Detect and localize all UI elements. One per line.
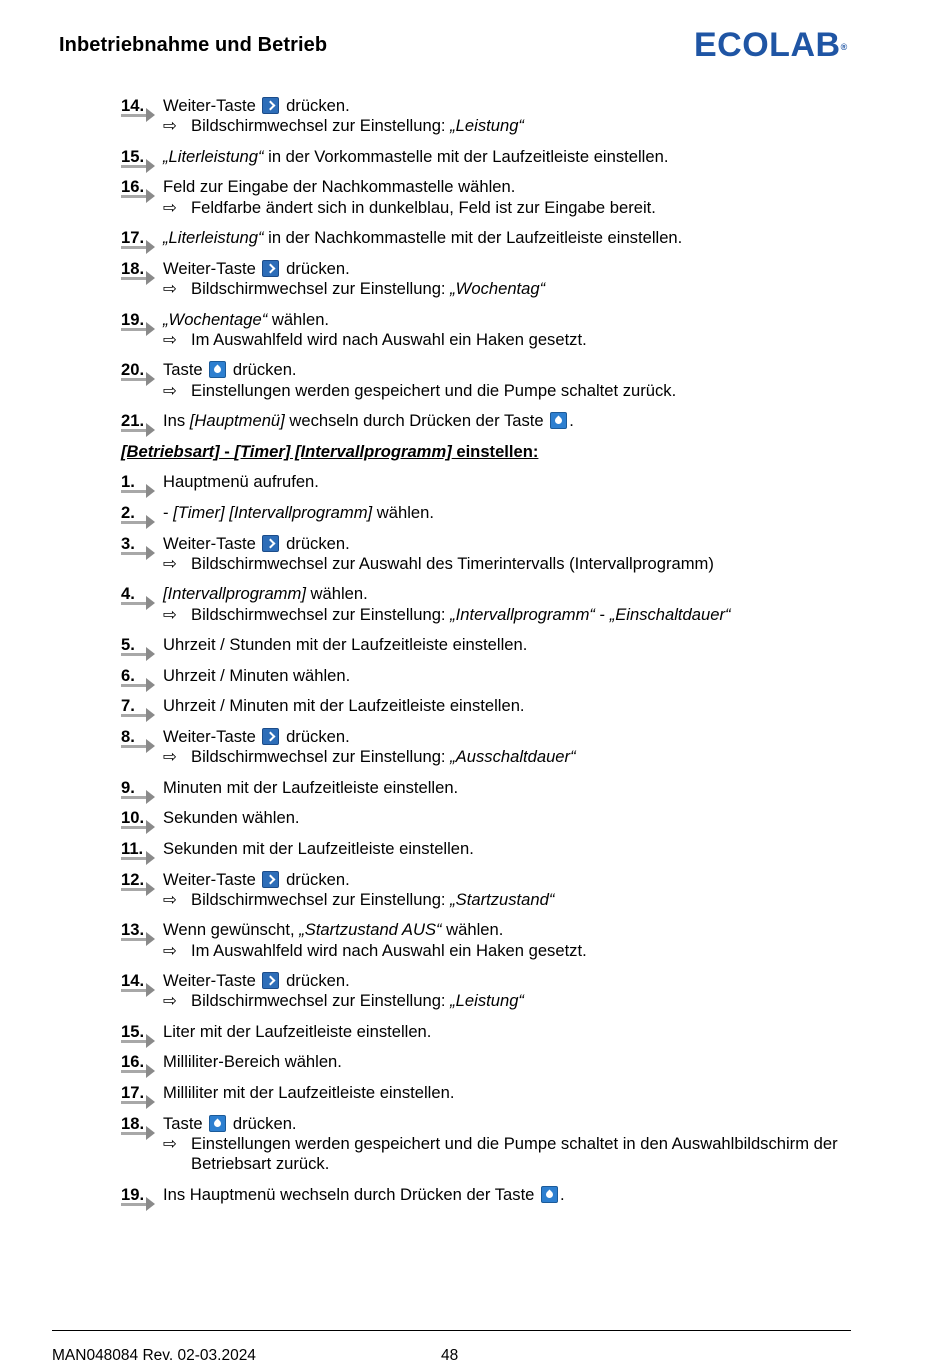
step-instruction <box>163 534 861 554</box>
step-number <box>121 696 157 718</box>
step-instruction <box>163 1083 861 1103</box>
text-run: Weiter-Taste <box>163 533 261 553</box>
instruction-step <box>121 1052 861 1072</box>
footer-document-id: MAN048084 Rev. 02-03.2024 <box>52 1347 256 1364</box>
step-instruction <box>163 96 861 116</box>
step-result <box>163 554 861 574</box>
step-result <box>163 279 861 299</box>
step-number-text: 11. <box>121 838 144 858</box>
text-run: Hauptmenü aufrufen. <box>163 472 319 492</box>
step-number <box>121 1114 157 1136</box>
instruction-step <box>121 411 861 431</box>
step-number <box>121 1022 157 1044</box>
italic-term: „Literleistung“ <box>163 146 264 166</box>
step-number-text: 17. <box>121 228 145 248</box>
step-instruction <box>163 584 861 604</box>
instruction-list-1 <box>121 96 861 431</box>
text-run: wählen. <box>305 584 368 604</box>
step-number-text: 9. <box>121 777 135 797</box>
instruction-step <box>121 472 861 492</box>
step-instruction <box>163 666 861 686</box>
step-number <box>121 971 157 993</box>
text-run: Ins Hauptmenü wechseln durch Drücken der Taste <box>163 1184 540 1204</box>
logo-text: ECOLAB <box>694 26 841 64</box>
step-number <box>121 808 157 830</box>
step-number-text: 14. <box>121 96 145 115</box>
text-run: drücken. <box>281 258 350 278</box>
step-instruction <box>163 1114 861 1134</box>
instruction-step <box>121 310 861 350</box>
text-run: in der Vorkommastelle mit der Laufzeitleiste einstellen. <box>263 146 669 166</box>
instruction-step <box>121 839 861 859</box>
step-number-text: 15. <box>121 146 145 166</box>
instruction-step <box>121 1114 861 1175</box>
drop-key-icon <box>550 412 567 429</box>
step-number <box>121 177 157 199</box>
step-instruction <box>163 1185 861 1205</box>
text-run: . <box>560 1184 565 1204</box>
result-arrow-icon: ⇨ <box>163 380 177 400</box>
step-instruction <box>163 177 861 197</box>
step-number-text: 18. <box>121 1113 145 1133</box>
instruction-step <box>121 228 861 248</box>
text-run: Einstellungen werden gespeichert und die Pumpe schaltet zurück. <box>191 380 677 400</box>
step-instruction <box>163 147 861 167</box>
text-run: Taste <box>163 360 208 380</box>
step-number-text: 20. <box>121 360 145 380</box>
text-run: wählen. <box>267 309 330 329</box>
text-run: - <box>163 502 174 522</box>
step-number-text: 16. <box>121 177 145 197</box>
text-run: Weiter-Taste <box>163 726 261 746</box>
step-number <box>121 870 157 892</box>
step-number-text: 16. <box>121 1052 145 1072</box>
step-result <box>163 941 861 961</box>
instruction-step <box>121 1022 861 1042</box>
italic-term: „Wochentag“ <box>450 278 546 298</box>
text-run: Sekunden wählen. <box>163 808 300 828</box>
text-run: Bildschirmwechsel zur Einstellung: <box>191 747 451 767</box>
text-run: Uhrzeit / Stunden mit der Laufzeitleiste einstellen. <box>163 635 528 655</box>
step-number <box>121 1083 157 1105</box>
italic-term: „Intervallprogramm“ <box>450 604 595 624</box>
result-arrow-icon: ⇨ <box>163 197 177 217</box>
italic-term: „Startzustand AUS“ <box>299 920 442 940</box>
instruction-list-2 <box>121 472 861 1205</box>
next-key-icon <box>262 535 279 552</box>
step-number-text: 17. <box>121 1083 145 1103</box>
step-number <box>121 839 157 861</box>
text-run: Feldfarbe ändert sich in dunkelblau, Feld ist zur Eingabe bereit. <box>191 197 656 217</box>
step-number-text: 8. <box>121 726 135 746</box>
step-number <box>121 1185 157 1207</box>
instruction-step <box>121 971 861 1011</box>
step-result <box>163 116 861 136</box>
instruction-step <box>121 177 861 217</box>
step-instruction <box>163 870 861 890</box>
text-run: Im Auswahlfeld wird nach Auswahl ein Haken gesetzt. <box>191 329 587 349</box>
text-run: Weiter-Taste <box>163 258 261 278</box>
step-number-text: 6. <box>121 665 135 685</box>
ecolab-logo <box>694 28 848 62</box>
logo-registered-mark: ® <box>840 42 848 52</box>
text-run: wählen. <box>372 502 434 522</box>
result-arrow-icon: ⇨ <box>163 1133 177 1153</box>
step-number <box>121 503 157 525</box>
step-number-text: 19. <box>121 1184 145 1204</box>
text-run: Milliliter mit der Laufzeitleiste einstellen. <box>163 1083 455 1103</box>
step-result <box>163 605 861 625</box>
step-number <box>121 1052 157 1074</box>
section-heading <box>121 442 861 462</box>
text-run: drücken. <box>281 726 350 746</box>
text-run: Milliliter-Bereich wählen. <box>163 1052 342 1072</box>
italic-term: [Betriebsart] <box>121 441 220 461</box>
step-number-text: 5. <box>121 635 135 655</box>
step-number <box>121 310 157 332</box>
step-instruction <box>163 259 861 279</box>
step-instruction <box>163 1022 861 1042</box>
text-run: Bildschirmwechsel zur Einstellung: <box>191 116 451 136</box>
step-result <box>163 1134 861 1174</box>
instruction-step <box>121 96 861 136</box>
instruction-step <box>121 503 861 523</box>
text-run: Bildschirmwechsel zur Einstellung: <box>191 889 451 909</box>
instruction-step <box>121 920 861 960</box>
step-result <box>163 198 861 218</box>
footer-page-number: 48 <box>441 1347 459 1364</box>
step-number <box>121 472 157 494</box>
drop-key-icon <box>209 361 226 378</box>
instruction-step <box>121 870 861 910</box>
step-instruction <box>163 808 861 828</box>
step-number-text: 13. <box>121 920 145 940</box>
result-arrow-icon: ⇨ <box>163 553 177 573</box>
instruction-step <box>121 666 861 686</box>
step-result <box>163 991 861 1011</box>
step-number <box>121 666 157 688</box>
next-key-icon <box>262 97 279 114</box>
text-run: Bildschirmwechsel zur Auswahl des Timerintervalls (Intervallprogramm) <box>191 553 714 573</box>
step-number <box>121 411 157 433</box>
step-number-text: 15. <box>121 1021 145 1041</box>
drop-key-icon <box>209 1115 226 1132</box>
italic-term: [Timer] [Intervallprogramm] <box>234 441 452 461</box>
italic-term: „Ausschaltdauer“ <box>450 747 576 767</box>
result-arrow-icon: ⇨ <box>163 116 177 136</box>
text-run: Bildschirmwechsel zur Einstellung: <box>191 604 451 624</box>
text-run: Weiter-Taste <box>163 869 261 889</box>
text-run: Bildschirmwechsel zur Einstellung: <box>191 991 451 1011</box>
text-run: drücken. <box>228 360 297 380</box>
step-number-text: 2. <box>121 502 135 522</box>
step-instruction <box>163 503 861 523</box>
italic-term: „Leistung“ <box>450 991 524 1011</box>
step-number <box>121 727 157 749</box>
step-number <box>121 635 157 657</box>
text-run: Weiter-Taste <box>163 971 261 991</box>
step-number-text: 7. <box>121 696 135 716</box>
instruction-step <box>121 696 861 716</box>
result-arrow-icon: ⇨ <box>163 991 177 1011</box>
instruction-step <box>121 1185 861 1205</box>
text-run: . <box>569 411 574 431</box>
text-run: Sekunden mit der Laufzeitleiste einstellen. <box>163 838 474 858</box>
text-run: Liter mit der Laufzeitleiste einstellen. <box>163 1021 432 1041</box>
next-key-icon <box>262 972 279 989</box>
instruction-step <box>121 360 861 400</box>
instruction-step <box>121 584 861 624</box>
text-run: Minuten mit der Laufzeitleiste einstellen. <box>163 777 459 797</box>
step-instruction <box>163 971 861 991</box>
italic-term: [Intervallprogramm] <box>163 584 306 604</box>
step-number <box>121 584 157 606</box>
step-instruction <box>163 727 861 747</box>
step-number <box>121 534 157 556</box>
step-number-text: 14. <box>121 971 145 991</box>
step-number <box>121 259 157 281</box>
step-instruction <box>163 920 861 940</box>
text-run: - <box>594 604 610 624</box>
text-run: drücken. <box>228 1113 297 1133</box>
result-arrow-icon: ⇨ <box>163 747 177 767</box>
text-run: Bildschirmwechsel zur Einstellung: <box>191 278 451 298</box>
italic-term: „Literleistung“ <box>163 228 264 248</box>
instruction-content <box>121 96 861 1215</box>
step-instruction <box>163 310 861 330</box>
step-number-text: 18. <box>121 258 145 278</box>
step-instruction <box>163 360 861 380</box>
step-instruction <box>163 472 861 492</box>
step-result <box>163 747 861 767</box>
text-run: Taste <box>163 1113 208 1133</box>
step-number-text: 4. <box>121 584 135 604</box>
result-arrow-icon: ⇨ <box>163 329 177 349</box>
text-run: Ins <box>163 411 190 431</box>
text-run: Uhrzeit / Minuten wählen. <box>163 665 351 685</box>
text-run: einstellen: <box>451 441 539 461</box>
page-header-title: Inbetriebnahme und Betrieb <box>59 34 328 56</box>
step-result <box>163 381 861 401</box>
instruction-step <box>121 1083 861 1103</box>
step-instruction <box>163 228 861 248</box>
step-number <box>121 228 157 250</box>
step-number-text: 21. <box>121 411 145 431</box>
step-number <box>121 147 157 169</box>
next-key-icon <box>262 728 279 745</box>
italic-term: „Wochentage“ <box>163 309 268 329</box>
instruction-step <box>121 727 861 767</box>
step-instruction <box>163 778 861 798</box>
result-arrow-icon: ⇨ <box>163 940 177 960</box>
italic-term: [Hauptmenü] <box>189 411 285 431</box>
step-instruction <box>163 1052 861 1072</box>
step-number <box>121 360 157 382</box>
step-instruction <box>163 411 861 431</box>
result-arrow-icon: ⇨ <box>163 278 177 298</box>
footer-divider <box>52 1330 851 1331</box>
text-run: Im Auswahlfeld wird nach Auswahl ein Haken gesetzt. <box>191 940 587 960</box>
text-run: drücken. <box>281 96 350 115</box>
instruction-step <box>121 259 861 299</box>
step-number-text: 19. <box>121 309 145 329</box>
step-result <box>163 330 861 350</box>
step-number <box>121 778 157 800</box>
instruction-step <box>121 147 861 167</box>
step-instruction <box>163 635 861 655</box>
step-number-text: 3. <box>121 533 135 553</box>
step-instruction <box>163 696 861 716</box>
italic-term: „Einschaltdauer“ <box>609 604 731 624</box>
text-run: Wenn gewünscht, <box>163 920 300 940</box>
instruction-step <box>121 778 861 798</box>
text-run: Uhrzeit / Minuten mit der Laufzeitleiste einstellen. <box>163 696 525 716</box>
text-run: drücken. <box>281 533 350 553</box>
instruction-step <box>121 635 861 655</box>
italic-term: „Leistung“ <box>450 116 524 136</box>
text-run: wechseln durch Drücken der Taste <box>284 411 549 431</box>
drop-key-icon <box>541 1186 558 1203</box>
step-number <box>121 920 157 942</box>
text-run: Einstellungen werden gespeichert und die Pumpe schaltet in den Auswahlbildschirm der Betriebsart zurück. <box>191 1133 838 1174</box>
next-key-icon <box>262 260 279 277</box>
instruction-step <box>121 534 861 574</box>
text-run: in der Nachkommastelle mit der Laufzeitleiste einstellen. <box>263 228 683 248</box>
italic-term: [Timer] [Intervallprogramm] <box>173 502 373 522</box>
step-number <box>121 96 157 118</box>
result-arrow-icon: ⇨ <box>163 889 177 909</box>
instruction-step <box>121 808 861 828</box>
italic-term: „Startzustand“ <box>450 889 555 909</box>
step-instruction <box>163 839 861 859</box>
text-run: Weiter-Taste <box>163 96 261 115</box>
text-run: drücken. <box>281 869 350 889</box>
step-number-text: 1. <box>121 472 135 492</box>
next-key-icon <box>262 871 279 888</box>
step-number-text: 10. <box>121 808 145 828</box>
text-run: Feld zur Eingabe der Nachkommastelle wählen. <box>163 177 516 197</box>
result-arrow-icon: ⇨ <box>163 604 177 624</box>
step-number-text: 12. <box>121 869 145 889</box>
step-result <box>163 890 861 910</box>
text-run: - <box>219 441 235 461</box>
text-run: drücken. <box>281 971 350 991</box>
text-run: wählen. <box>441 920 504 940</box>
